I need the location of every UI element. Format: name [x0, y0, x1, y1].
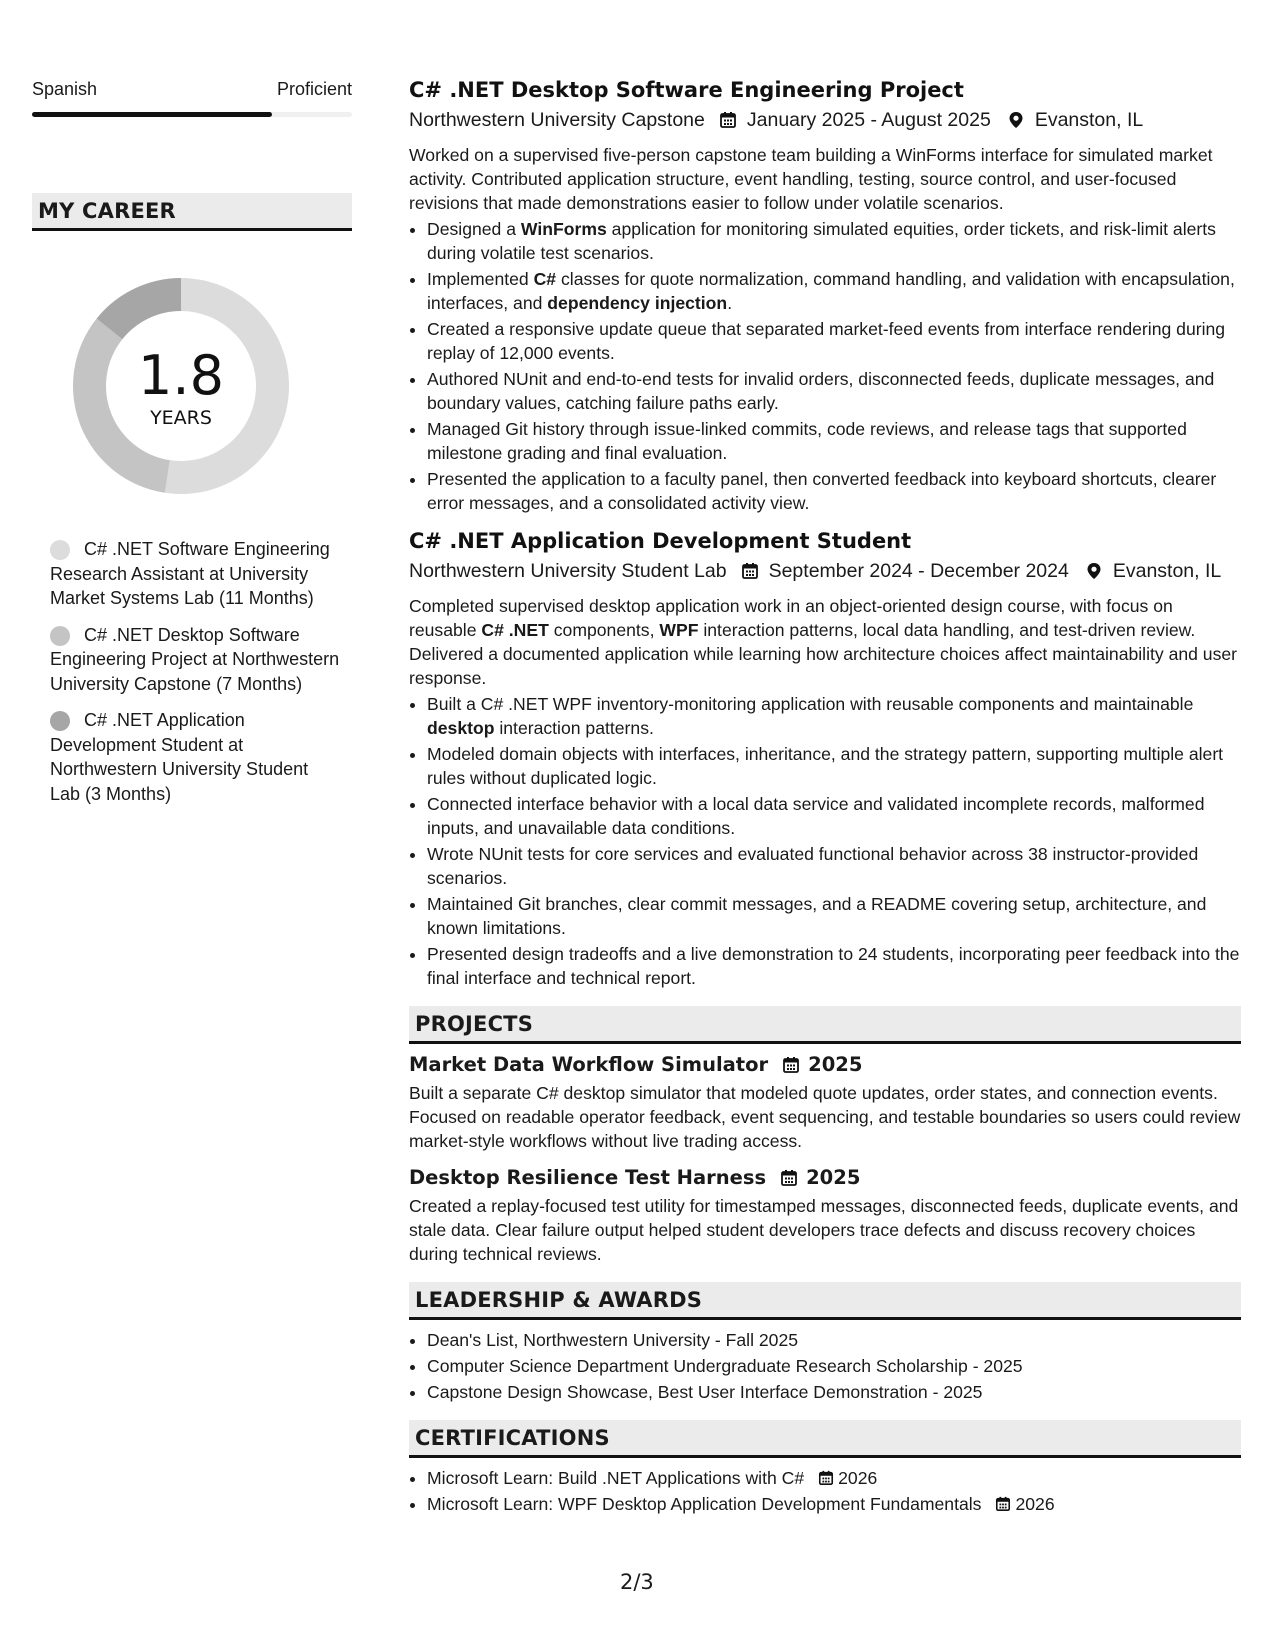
certification-name: • Microsoft Learn: WPF Desktop Application Development Fundamentals: [427, 1494, 982, 1514]
legend-dot: [50, 626, 70, 646]
project-title-row: [409, 1165, 1241, 1191]
career-legend: [32, 537, 340, 806]
career-total-unit: YEARS: [150, 407, 212, 429]
job-location: Evanston, IL: [1034, 109, 1144, 131]
job-bullets: [409, 692, 1241, 990]
job-bullet: • Maintained Git branches, clear commit messages, and a README covering setup, architecture, and known limitations.: [427, 892, 1241, 940]
job-summary: Completed supervised desktop application work in an object-oriented design course, with focus on reusable C# .NET components, WPF interaction patterns, local data handling, and test-driven review. Delivered a documented application while learning how architecture choices affect maintainability and user response.: [409, 596, 1238, 688]
certification-name: • Microsoft Learn: Build .NET Applications with C#: [427, 1468, 805, 1488]
leadership-list: [409, 1328, 1241, 1404]
job-bullet: • Presented the application to a faculty panel, then converted feedback into keyboard shortcuts, clearer error messages, and a consolidated activity view.: [427, 467, 1241, 515]
job-bullets: [409, 217, 1241, 515]
leadership-item: • Capstone Design Showcase, Best User Interface Demonstration - 2025: [427, 1380, 1241, 1404]
calendar-icon: [782, 1056, 800, 1074]
legend-dot: [50, 540, 70, 560]
project-title: Desktop Resilience Test Harness: [409, 1166, 767, 1189]
project-title-row: [409, 1052, 1241, 1078]
career-legend-text: C# .NET Desktop Software Engineering Project at Northwestern University Capstone (7 Months): [50, 624, 340, 694]
leadership-item: • Dean's List, Northwestern University - Fall 2025: [427, 1328, 1241, 1352]
career-heading: MY CAREER: [32, 193, 352, 231]
location-pin-icon: [1085, 562, 1103, 580]
project-entry: [409, 1165, 1241, 1266]
certifications-heading: CERTIFICATIONS: [409, 1420, 1241, 1458]
calendar-icon: [818, 1470, 834, 1486]
certification-year: 2026: [838, 1468, 878, 1488]
projects-heading: PROJECTS: [409, 1006, 1241, 1044]
project-description: Built a separate C# desktop simulator that modeled quote updates, order states, and connection events. Focused on readable operator feedback, event sequencing, and testable boundaries so users could review market-style workflows without live trading access.: [409, 1083, 1241, 1151]
legend-dot: [50, 711, 70, 731]
left-column: [32, 78, 352, 818]
job-dates: January 2025 - August 2025: [746, 109, 991, 131]
job-bullet: • Modeled domain objects with interfaces, inheritance, and the strategy pattern, supporting multiple alert rules without duplicated logic.: [427, 742, 1241, 790]
job-bullet: • Managed Git history through issue-linked commits, code reviews, and release tags that supported milestone grading and final evaluation.: [427, 417, 1241, 465]
career-legend-item: [50, 537, 340, 611]
job-entry: [409, 76, 1241, 515]
career-legend-text: C# .NET Application Development Student at Northwestern University Student Lab (3 Months): [50, 710, 309, 804]
project-title: Market Data Workflow Simulator: [409, 1053, 769, 1076]
certification-item: [427, 1466, 1241, 1490]
job-location: Evanston, IL: [1112, 560, 1222, 582]
leadership-item: • Computer Science Department Undergraduate Research Scholarship - 2025: [427, 1354, 1241, 1378]
job-summary: Worked on a supervised five-person capstone team building a WinForms interface for simulated market activity. Contributed application structure, event handling, testing, source control, and user-focused revisions that made demonstrations easier to follow under volatile scenarios.: [409, 145, 1213, 213]
job-bullet: • Created a responsive update queue that separated market-feed events from interface rendering during replay of 12,000 events.: [427, 317, 1241, 365]
language-level: Proficient: [276, 79, 352, 99]
leadership-heading: LEADERSHIP & AWARDS: [409, 1282, 1241, 1320]
right-column: [409, 76, 1241, 1518]
career-total-value: 1.8: [138, 344, 224, 407]
job-bullet: • Designed a WinForms application for monitoring simulated equities, order tickets, and risk-limit alerts during volatile test scenarios.: [427, 217, 1241, 265]
career-legend-text: C# .NET Software Engineering Research Assistant at University Market Systems Lab (11 Months): [50, 539, 330, 608]
language-row: [32, 78, 352, 100]
job-bullet: • Presented design tradeoffs and a live demonstration to 24 students, incorporating peer feedback into the final interface and technical report.: [427, 942, 1241, 990]
job-organization: Northwestern University Capstone: [409, 109, 705, 131]
project-year: 2025: [808, 1053, 863, 1076]
calendar-icon: [995, 1496, 1011, 1512]
page-number: 2/3: [620, 1570, 654, 1594]
location-pin-icon: [1007, 111, 1025, 129]
job-meta: [409, 558, 1241, 584]
job-title: C# .NET Desktop Software Engineering Project: [409, 78, 964, 102]
project-entry: [409, 1052, 1241, 1153]
job-dates: September 2024 - December 2024: [768, 560, 1069, 582]
language-name: Spanish: [32, 79, 98, 99]
job-bullet: • Built a C# .NET WPF inventory-monitoring application with reusable components and maintainable desktop interaction patterns.: [427, 692, 1241, 740]
job-organization: Northwestern University Student Lab: [409, 560, 727, 582]
job-bullet: • Authored NUnit and end-to-end tests for invalid orders, disconnected feeds, duplicate messages, and boundary values, catching failure paths early.: [427, 367, 1241, 415]
calendar-icon: [719, 111, 737, 129]
job-title: C# .NET Application Development Student: [409, 529, 912, 553]
language-proficiency-bar: [32, 112, 352, 117]
calendar-icon: [780, 1169, 798, 1187]
donut-center: [66, 271, 296, 501]
career-donut-chart: [66, 271, 296, 501]
calendar-icon: [741, 562, 759, 580]
job-bullet: • Implemented C# classes for quote normalization, command handling, and validation with encapsulation, interfaces, and dependency injection.: [427, 267, 1241, 315]
project-year: 2025: [806, 1166, 861, 1189]
career-legend-item: [50, 623, 340, 697]
job-entry: [409, 527, 1241, 990]
certifications-list: [409, 1466, 1241, 1516]
language-proficiency-fill: [32, 112, 272, 117]
project-description: Created a replay-focused test utility for timestamped messages, disconnected feeds, duplicate events, and stale data. Clear failure output helped student developers trace defects and discuss recovery choices during technical reviews.: [409, 1196, 1239, 1264]
career-legend-item: [50, 708, 340, 806]
job-meta: [409, 107, 1241, 133]
certification-year: 2026: [1015, 1494, 1055, 1514]
job-bullet: • Connected interface behavior with a local data service and validated incomplete records, malformed inputs, and unavailable data conditions.: [427, 792, 1241, 840]
job-bullet: • Wrote NUnit tests for core services and evaluated functional behavior across 38 instructor-provided scenarios.: [427, 842, 1241, 890]
certification-item: [427, 1492, 1241, 1516]
